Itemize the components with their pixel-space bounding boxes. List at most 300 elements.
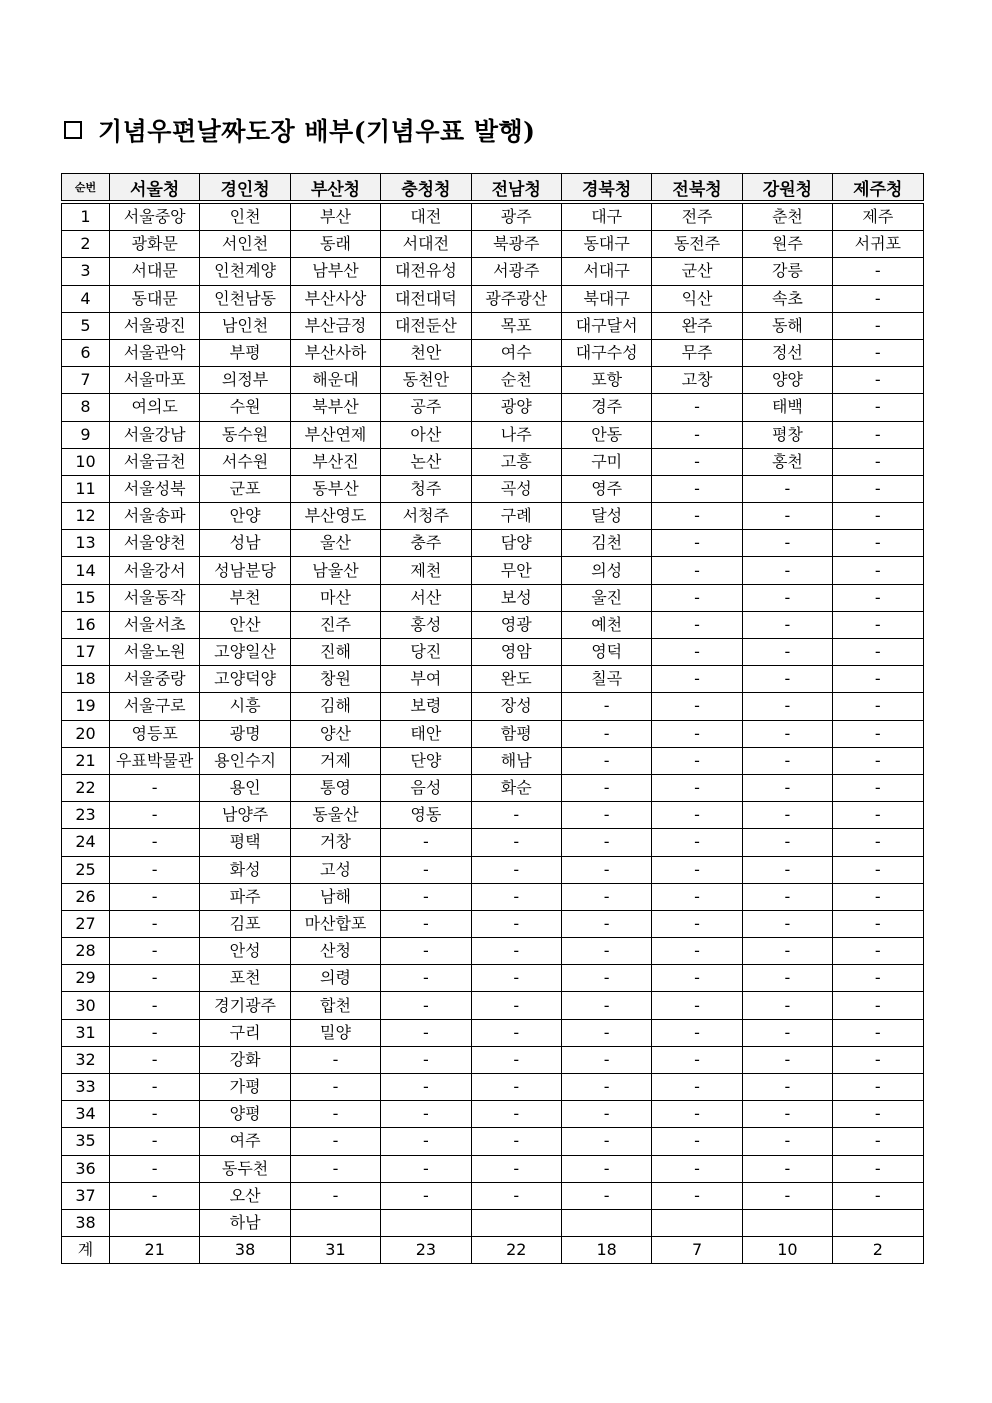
column-header-gyeongbuk: 경북청 bbox=[561, 174, 651, 203]
post-office-cell: 광양 bbox=[471, 394, 561, 421]
post-office-cell: 서대전 bbox=[381, 231, 471, 258]
post-office-cell: 포천 bbox=[200, 965, 290, 992]
post-office-cell: - bbox=[652, 1128, 742, 1155]
row-number-cell: 26 bbox=[62, 883, 110, 910]
post-office-cell: - bbox=[110, 938, 200, 965]
post-office-cell: 고성 bbox=[290, 856, 380, 883]
post-office-cell: - bbox=[742, 1046, 832, 1073]
post-office-cell: 의령 bbox=[290, 965, 380, 992]
table-row bbox=[62, 883, 924, 910]
post-office-cell: 칠곡 bbox=[561, 666, 651, 693]
post-office-cell: - bbox=[652, 1155, 742, 1182]
post-office-cell: - bbox=[833, 530, 923, 557]
post-office-cell: - bbox=[561, 1074, 651, 1101]
post-office-cell: 순천 bbox=[471, 367, 561, 394]
row-number-cell: 25 bbox=[62, 856, 110, 883]
post-office-cell: 나주 bbox=[471, 421, 561, 448]
post-office-cell: - bbox=[833, 339, 923, 366]
post-office-cell bbox=[290, 1209, 380, 1236]
row-number-cell: 4 bbox=[62, 285, 110, 312]
post-office-cell: - bbox=[561, 965, 651, 992]
post-office-cell: - bbox=[833, 258, 923, 285]
post-office-cell: 수원 bbox=[200, 394, 290, 421]
post-office-cell: - bbox=[381, 1101, 471, 1128]
post-office-cell: - bbox=[561, 802, 651, 829]
post-office-cell: - bbox=[652, 1046, 742, 1073]
post-office-cell: - bbox=[742, 693, 832, 720]
post-office-cell: 구례 bbox=[471, 503, 561, 530]
post-office-cell: - bbox=[652, 557, 742, 584]
post-office-cell: 화성 bbox=[200, 856, 290, 883]
post-office-cell: - bbox=[381, 992, 471, 1019]
post-office-cell: 춘천 bbox=[742, 202, 832, 231]
total-count-cell: 22 bbox=[471, 1237, 561, 1264]
post-office-cell: - bbox=[833, 1074, 923, 1101]
post-office-cell: 고양일산 bbox=[200, 639, 290, 666]
post-office-cell: - bbox=[833, 639, 923, 666]
row-number-cell: 7 bbox=[62, 367, 110, 394]
post-office-cell: 제천 bbox=[381, 557, 471, 584]
post-office-cell: 오산 bbox=[200, 1182, 290, 1209]
post-office-cell: - bbox=[471, 802, 561, 829]
post-office-cell: - bbox=[471, 1128, 561, 1155]
post-office-cell: 구미 bbox=[561, 448, 651, 475]
post-office-cell: 진해 bbox=[290, 639, 380, 666]
document-title-text: 기념우편날짜도장 배부(기념우표 발행) bbox=[98, 117, 536, 146]
post-office-cell: 서광주 bbox=[471, 258, 561, 285]
column-header-gangwon: 강원청 bbox=[742, 174, 832, 203]
post-office-cell: - bbox=[652, 503, 742, 530]
post-office-cell: 경주 bbox=[561, 394, 651, 421]
post-office-cell: 부산영도 bbox=[290, 503, 380, 530]
post-office-cell: - bbox=[381, 1074, 471, 1101]
post-office-cell: - bbox=[652, 992, 742, 1019]
post-office-cell: 서울중앙 bbox=[110, 202, 200, 231]
table-row bbox=[62, 938, 924, 965]
row-number-cell: 34 bbox=[62, 1101, 110, 1128]
table-row bbox=[62, 774, 924, 801]
table-row bbox=[62, 448, 924, 475]
row-number-cell: 15 bbox=[62, 584, 110, 611]
post-office-cell: 의성 bbox=[561, 557, 651, 584]
post-office-cell: - bbox=[742, 1128, 832, 1155]
post-office-cell: - bbox=[833, 611, 923, 638]
table-row bbox=[62, 557, 924, 584]
post-office-cell: 서수원 bbox=[200, 448, 290, 475]
post-office-cell: - bbox=[471, 856, 561, 883]
post-office-cell: - bbox=[561, 1155, 651, 1182]
post-office-cell: 대전유성 bbox=[381, 258, 471, 285]
table-row bbox=[62, 1046, 924, 1073]
row-number-cell: 27 bbox=[62, 910, 110, 937]
post-office-cell: 원주 bbox=[742, 231, 832, 258]
post-office-cell: - bbox=[561, 1128, 651, 1155]
table-row bbox=[62, 258, 924, 285]
table-row bbox=[62, 720, 924, 747]
post-office-cell: - bbox=[471, 965, 561, 992]
post-office-cell: - bbox=[833, 856, 923, 883]
table-row bbox=[62, 312, 924, 339]
post-office-cell bbox=[561, 1209, 651, 1236]
checkbox-square-icon bbox=[64, 121, 82, 139]
post-office-cell: - bbox=[833, 1128, 923, 1155]
post-office-cell: 인천남동 bbox=[200, 285, 290, 312]
post-office-cell: 당진 bbox=[381, 639, 471, 666]
column-header-chungcheong: 충청청 bbox=[381, 174, 471, 203]
post-office-cell: 서울강서 bbox=[110, 557, 200, 584]
post-office-cell: 안산 bbox=[200, 611, 290, 638]
post-office-cell: 남인천 bbox=[200, 312, 290, 339]
post-office-cell: 동전주 bbox=[652, 231, 742, 258]
post-office-cell: - bbox=[742, 720, 832, 747]
post-office-cell: - bbox=[833, 992, 923, 1019]
post-office-cell: - bbox=[652, 938, 742, 965]
post-office-cell: - bbox=[110, 910, 200, 937]
post-office-cell: - bbox=[742, 910, 832, 937]
post-office-cell: - bbox=[652, 720, 742, 747]
row-number-cell: 12 bbox=[62, 503, 110, 530]
post-office-cell: - bbox=[381, 829, 471, 856]
post-office-cell: 곡성 bbox=[471, 475, 561, 502]
post-office-cell: 천안 bbox=[381, 339, 471, 366]
distribution-table bbox=[61, 173, 924, 1264]
post-office-cell: - bbox=[652, 883, 742, 910]
table-row bbox=[62, 856, 924, 883]
table-row bbox=[62, 394, 924, 421]
post-office-cell: 경기광주 bbox=[200, 992, 290, 1019]
post-office-cell: - bbox=[652, 1019, 742, 1046]
post-office-cell: - bbox=[833, 1182, 923, 1209]
post-office-cell: - bbox=[381, 910, 471, 937]
row-number-cell: 18 bbox=[62, 666, 110, 693]
post-office-cell: 광주광산 bbox=[471, 285, 561, 312]
row-number-cell: 14 bbox=[62, 557, 110, 584]
post-office-cell: 담양 bbox=[471, 530, 561, 557]
post-office-cell: 부산진 bbox=[290, 448, 380, 475]
post-office-cell: 서대문 bbox=[110, 258, 200, 285]
post-office-cell: 서울금천 bbox=[110, 448, 200, 475]
post-office-cell: 서청주 bbox=[381, 503, 471, 530]
post-office-cell: - bbox=[742, 883, 832, 910]
post-office-cell: - bbox=[833, 883, 923, 910]
post-office-cell: 무주 bbox=[652, 339, 742, 366]
post-office-cell: 인천계양 bbox=[200, 258, 290, 285]
post-office-cell: 서울성북 bbox=[110, 475, 200, 502]
post-office-cell: - bbox=[652, 1074, 742, 1101]
table-row bbox=[62, 992, 924, 1019]
row-number-cell: 16 bbox=[62, 611, 110, 638]
post-office-cell: - bbox=[833, 720, 923, 747]
post-office-cell: - bbox=[381, 938, 471, 965]
post-office-cell: 동대문 bbox=[110, 285, 200, 312]
row-number-cell: 22 bbox=[62, 774, 110, 801]
post-office-cell: - bbox=[833, 475, 923, 502]
post-office-cell: - bbox=[742, 802, 832, 829]
row-number-cell: 13 bbox=[62, 530, 110, 557]
post-office-cell: 충주 bbox=[381, 530, 471, 557]
post-office-cell: 남양주 bbox=[200, 802, 290, 829]
post-office-cell: - bbox=[561, 910, 651, 937]
post-office-cell: - bbox=[652, 693, 742, 720]
post-office-cell: 전주 bbox=[652, 202, 742, 231]
post-office-cell: 영광 bbox=[471, 611, 561, 638]
post-office-cell: - bbox=[381, 965, 471, 992]
post-office-cell: 고창 bbox=[652, 367, 742, 394]
post-office-cell: 동래 bbox=[290, 231, 380, 258]
post-office-cell: - bbox=[110, 1128, 200, 1155]
post-office-cell: - bbox=[742, 611, 832, 638]
post-office-cell: - bbox=[833, 774, 923, 801]
post-office-cell: - bbox=[110, 1155, 200, 1182]
post-office-cell: 부산사하 bbox=[290, 339, 380, 366]
post-office-cell: 울산 bbox=[290, 530, 380, 557]
post-office-cell: 서산 bbox=[381, 584, 471, 611]
column-header-jeju: 제주청 bbox=[833, 174, 923, 203]
table-row bbox=[62, 1019, 924, 1046]
post-office-cell: - bbox=[471, 938, 561, 965]
post-office-cell: 달성 bbox=[561, 503, 651, 530]
row-number-cell: 20 bbox=[62, 720, 110, 747]
post-office-cell bbox=[833, 1209, 923, 1236]
post-office-cell: - bbox=[742, 938, 832, 965]
post-office-cell: 부산사상 bbox=[290, 285, 380, 312]
post-office-cell: 완주 bbox=[652, 312, 742, 339]
row-number-cell: 5 bbox=[62, 312, 110, 339]
table-row bbox=[62, 421, 924, 448]
post-office-cell: - bbox=[652, 1182, 742, 1209]
post-office-cell: 북대구 bbox=[561, 285, 651, 312]
post-office-cell: - bbox=[290, 1155, 380, 1182]
post-office-cell: 서울마포 bbox=[110, 367, 200, 394]
post-office-cell bbox=[471, 1209, 561, 1236]
row-number-cell: 23 bbox=[62, 802, 110, 829]
row-number-cell: 35 bbox=[62, 1128, 110, 1155]
post-office-cell: 목포 bbox=[471, 312, 561, 339]
post-office-cell: 정선 bbox=[742, 339, 832, 366]
post-office-cell: 남부산 bbox=[290, 258, 380, 285]
post-office-cell: 의정부 bbox=[200, 367, 290, 394]
post-office-cell: 화순 bbox=[471, 774, 561, 801]
post-office-cell: 속초 bbox=[742, 285, 832, 312]
post-office-cell: 장성 bbox=[471, 693, 561, 720]
post-office-cell: 동대구 bbox=[561, 231, 651, 258]
post-office-cell: - bbox=[110, 802, 200, 829]
post-office-cell: - bbox=[742, 829, 832, 856]
post-office-cell: - bbox=[652, 639, 742, 666]
post-office-cell: 여의도 bbox=[110, 394, 200, 421]
post-office-cell: 서대구 bbox=[561, 258, 651, 285]
post-office-cell: 영주 bbox=[561, 475, 651, 502]
post-office-cell: 단양 bbox=[381, 747, 471, 774]
post-office-cell: 거창 bbox=[290, 829, 380, 856]
post-office-cell: 대전대덕 bbox=[381, 285, 471, 312]
post-office-cell: 용인 bbox=[200, 774, 290, 801]
post-office-cell: - bbox=[471, 829, 561, 856]
post-office-cell: - bbox=[742, 1019, 832, 1046]
post-office-cell: 안동 bbox=[561, 421, 651, 448]
post-office-cell: 부산 bbox=[290, 202, 380, 231]
post-office-cell: 안성 bbox=[200, 938, 290, 965]
post-office-cell: 포항 bbox=[561, 367, 651, 394]
post-office-cell: - bbox=[833, 938, 923, 965]
post-office-cell: 군산 bbox=[652, 258, 742, 285]
table-row bbox=[62, 802, 924, 829]
post-office-cell: - bbox=[742, 503, 832, 530]
post-office-cell: 울진 bbox=[561, 584, 651, 611]
post-office-cell: 서울노원 bbox=[110, 639, 200, 666]
row-number-cell: 28 bbox=[62, 938, 110, 965]
post-office-cell: - bbox=[290, 1074, 380, 1101]
post-office-cell: 아산 bbox=[381, 421, 471, 448]
post-office-cell: 구리 bbox=[200, 1019, 290, 1046]
post-office-cell: - bbox=[742, 1155, 832, 1182]
table-row bbox=[62, 1101, 924, 1128]
post-office-cell: - bbox=[290, 1101, 380, 1128]
post-office-cell: - bbox=[742, 965, 832, 992]
table-row bbox=[62, 339, 924, 366]
post-office-cell: - bbox=[110, 1019, 200, 1046]
post-office-cell: 산청 bbox=[290, 938, 380, 965]
post-office-cell: - bbox=[110, 1182, 200, 1209]
post-office-cell: - bbox=[833, 394, 923, 421]
post-office-cell: - bbox=[742, 774, 832, 801]
post-office-cell: - bbox=[742, 1182, 832, 1209]
column-header-jeonbuk: 전북청 bbox=[652, 174, 742, 203]
post-office-cell: - bbox=[471, 1074, 561, 1101]
post-office-cell: 용인수지 bbox=[200, 747, 290, 774]
row-number-cell: 2 bbox=[62, 231, 110, 258]
post-office-cell: 대전 bbox=[381, 202, 471, 231]
post-office-cell: 가평 bbox=[200, 1074, 290, 1101]
post-office-cell: 양평 bbox=[200, 1101, 290, 1128]
post-office-cell: 마산 bbox=[290, 584, 380, 611]
post-office-cell bbox=[742, 1209, 832, 1236]
post-office-cell: - bbox=[833, 965, 923, 992]
post-office-cell: - bbox=[833, 421, 923, 448]
post-office-cell: 홍천 bbox=[742, 448, 832, 475]
row-number-cell: 38 bbox=[62, 1209, 110, 1236]
post-office-cell: - bbox=[742, 557, 832, 584]
row-number-cell: 31 bbox=[62, 1019, 110, 1046]
post-office-cell: - bbox=[652, 584, 742, 611]
post-office-cell: - bbox=[742, 992, 832, 1019]
post-office-cell: - bbox=[561, 1182, 651, 1209]
post-office-cell: - bbox=[652, 910, 742, 937]
post-office-cell: 음성 bbox=[381, 774, 471, 801]
post-office-cell: - bbox=[833, 367, 923, 394]
post-office-cell: 양양 bbox=[742, 367, 832, 394]
post-office-cell: - bbox=[561, 883, 651, 910]
post-office-cell: - bbox=[471, 1182, 561, 1209]
post-office-cell: 남해 bbox=[290, 883, 380, 910]
post-office-cell: - bbox=[561, 856, 651, 883]
post-office-cell: 광화문 bbox=[110, 231, 200, 258]
post-office-cell: - bbox=[742, 747, 832, 774]
post-office-cell: - bbox=[561, 992, 651, 1019]
post-office-cell: 무안 bbox=[471, 557, 561, 584]
post-office-cell: - bbox=[110, 829, 200, 856]
post-office-cell: - bbox=[561, 774, 651, 801]
post-office-cell: - bbox=[381, 1019, 471, 1046]
post-office-cell: - bbox=[652, 965, 742, 992]
post-office-cell: 서울구로 bbox=[110, 693, 200, 720]
table-row bbox=[62, 367, 924, 394]
row-number-cell: 8 bbox=[62, 394, 110, 421]
post-office-cell: - bbox=[833, 802, 923, 829]
post-office-cell: 통영 bbox=[290, 774, 380, 801]
post-office-cell: 청주 bbox=[381, 475, 471, 502]
table-row bbox=[62, 829, 924, 856]
table-row bbox=[62, 231, 924, 258]
post-office-cell: 강화 bbox=[200, 1046, 290, 1073]
post-office-cell: 진주 bbox=[290, 611, 380, 638]
post-office-cell: 영등포 bbox=[110, 720, 200, 747]
post-office-cell: 부천 bbox=[200, 584, 290, 611]
post-office-cell: - bbox=[652, 747, 742, 774]
post-office-cell: - bbox=[290, 1182, 380, 1209]
table-row bbox=[62, 285, 924, 312]
post-office-cell: - bbox=[652, 394, 742, 421]
row-number-cell: 36 bbox=[62, 1155, 110, 1182]
post-office-cell: 서울송파 bbox=[110, 503, 200, 530]
row-number-cell: 17 bbox=[62, 639, 110, 666]
post-office-cell: - bbox=[381, 1155, 471, 1182]
table-row bbox=[62, 202, 924, 231]
post-office-cell: - bbox=[833, 557, 923, 584]
post-office-cell: - bbox=[110, 856, 200, 883]
post-office-cell: - bbox=[561, 829, 651, 856]
post-office-cell: - bbox=[833, 584, 923, 611]
table-row bbox=[62, 475, 924, 502]
post-office-cell: - bbox=[110, 965, 200, 992]
post-office-cell: - bbox=[471, 1019, 561, 1046]
row-number-cell: 9 bbox=[62, 421, 110, 448]
post-office-cell: 거제 bbox=[290, 747, 380, 774]
post-office-cell: 광명 bbox=[200, 720, 290, 747]
post-office-cell: - bbox=[833, 747, 923, 774]
post-office-cell: - bbox=[381, 1182, 471, 1209]
post-office-cell: - bbox=[833, 1155, 923, 1182]
post-office-cell: 서울동작 bbox=[110, 584, 200, 611]
post-office-cell: 북광주 bbox=[471, 231, 561, 258]
post-office-cell: - bbox=[833, 1019, 923, 1046]
post-office-cell: - bbox=[833, 312, 923, 339]
column-header-busan: 부산청 bbox=[290, 174, 380, 203]
post-office-cell: - bbox=[742, 1101, 832, 1128]
post-office-cell: - bbox=[833, 910, 923, 937]
post-office-cell: - bbox=[652, 448, 742, 475]
post-office-cell: 영덕 bbox=[561, 639, 651, 666]
post-office-cell: 평창 bbox=[742, 421, 832, 448]
table-row bbox=[62, 1209, 924, 1236]
total-count-cell: 23 bbox=[381, 1237, 471, 1264]
post-office-cell: 동부산 bbox=[290, 475, 380, 502]
table-row bbox=[62, 747, 924, 774]
post-office-cell: 서울관악 bbox=[110, 339, 200, 366]
post-office-cell: 동수원 bbox=[200, 421, 290, 448]
row-number-cell: 32 bbox=[62, 1046, 110, 1073]
post-office-cell: - bbox=[561, 1046, 651, 1073]
post-office-cell: 서울서초 bbox=[110, 611, 200, 638]
post-office-cell: - bbox=[652, 475, 742, 502]
post-office-cell: 함평 bbox=[471, 720, 561, 747]
post-office-cell: 양산 bbox=[290, 720, 380, 747]
post-office-cell: - bbox=[742, 584, 832, 611]
column-header-seq: 순번 bbox=[62, 174, 110, 203]
total-count-cell: 10 bbox=[742, 1237, 832, 1264]
post-office-cell: 대구수성 bbox=[561, 339, 651, 366]
post-office-cell: - bbox=[110, 1101, 200, 1128]
